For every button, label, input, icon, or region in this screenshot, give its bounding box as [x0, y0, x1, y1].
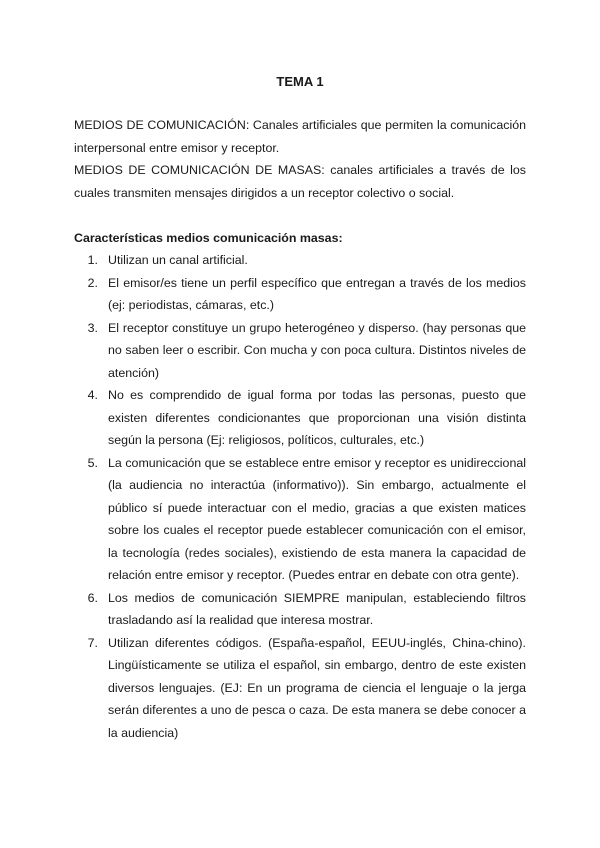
list-item	[74, 249, 526, 272]
list-item-number: 4.	[87, 388, 98, 402]
characteristics-list	[74, 249, 526, 744]
list-item	[74, 272, 526, 317]
list-item	[74, 317, 526, 385]
list-item-number: 6.	[87, 590, 98, 605]
definition-medios: MEDIOS DE COMUNICACIÓN: Canales artificiales que permiten la comunicación interpersonal entre emisor y receptor.	[74, 118, 526, 155]
list-item	[74, 452, 526, 587]
list-item-text: No es comprendido de igual forma por todas las personas, puesto que existen diferentes condicionantes que proporcionan una visión distinta según la persona (Ej: religiosos, políticos, culturales, etc.)	[108, 388, 526, 447]
list-item-number: 3.	[87, 320, 98, 335]
list-item	[74, 384, 526, 452]
list-item-text: El emisor/es tiene un perfil específico que entregan a través de los medios (ej: periodistas, cámaras, etc.)	[108, 275, 526, 312]
list-item-text: Los medios de comunicación SIEMPRE manipulan, estableciendo filtros trasladando así la realidad que interesa mostrar.	[108, 590, 526, 627]
section-title: Características medios comunicación masas:	[74, 231, 343, 245]
list-item-number: 1.	[87, 253, 98, 267]
list-item-number: 5.	[87, 455, 98, 470]
list-item	[74, 632, 526, 745]
list-item-text: La comunicación que se establece entre emisor y receptor es unidireccional (la audiencia no interactúa (informativo)). Sin embargo, actualmente el público sí puede interactuar con el medio, gracias a que existen matices sobre los cuales el receptor puede establecer comunicación con el emisor, la tecnología (redes sociales), existiendo de esta manera la capacidad de relación entre emisor y receptor. (Puedes entrar en debate con otra gente).	[108, 455, 526, 582]
list-item-number: 7.	[87, 635, 98, 650]
list-item-number: 2.	[87, 275, 98, 290]
list-item	[74, 587, 526, 632]
list-item-text: El receptor constituye un grupo heterogéneo y disperso. (hay personas que no saben leer o escribir. Con mucha y con poca cultura. Distintos niveles de atención)	[108, 320, 526, 380]
page-title: TEMA 1	[276, 74, 324, 89]
list-item-text: Utilizan diferentes códigos. (España-español, EEUU-inglés, China-chino). Lingüísticamente se utiliza el español, sin embargo, dentro de este existen diversos lenguajes. (EJ: En un programa de ciencia el lenguaje o la jerga serán diferentes a uno de pesca o caza. De esta manera se debe conocer a la audiencia)	[108, 635, 526, 740]
list-item-text: Utilizan un canal artificial.	[108, 253, 248, 267]
definition-medios-masas: MEDIOS DE COMUNICACIÓN DE MASAS: canales artificiales a través de los cuales transmiten mensajes dirigidos a un receptor colectivo o social.	[74, 163, 526, 200]
